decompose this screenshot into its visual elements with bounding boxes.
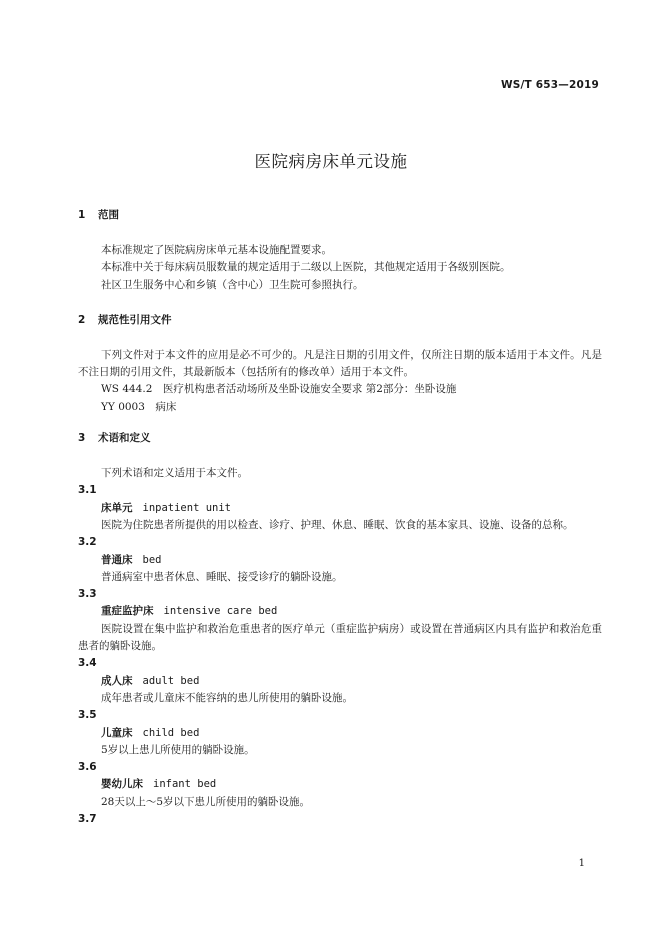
term-number: 3.6 [78,761,97,774]
reference-item: WS 444.2 医疗机构患者活动场所及坐卧设施安全要求 第2部分：坐卧设施 [101,383,457,396]
term-en: bed [142,553,162,566]
section-number: 3 [78,432,86,445]
document-title: 医院病房床单元设施 [254,152,408,171]
term-number: 3.3 [78,588,97,601]
term-zh: 床单元 [101,501,133,514]
section-title: 规范性引用文件 [98,313,172,326]
term-en: intensive care bed [163,605,278,618]
paragraph: 下列文件对于本文件的应用是必不可少的。凡是注日期的引用文件，仅所注日期的版本适用于本文件。凡是不注日期的引用文件，其最新版本（包括所有的修改单）适用于本文件。 [78,348,602,379]
section-1-heading [78,207,602,224]
paragraph: 本标准规定了医院病房床单元基本设施配置要求。 [101,244,332,256]
page-number: 1 [578,858,585,869]
term-en: child bed [142,726,200,739]
term-name [78,603,602,620]
term-zh: 儿童床 [101,726,133,739]
term-definition: 5岁以上患儿所使用的躺卧设施。 [101,743,255,756]
term-en: infant bed [153,778,217,791]
paragraph: 下列术语和定义适用于本文件。 [101,467,248,480]
term-zh: 重症监护床 [101,605,154,618]
paragraph: 本标准中关于每床病员服数量的规定适用于二级以上医院，其他规定适用于各级别医院。 [101,261,511,274]
term-number: 3.4 [78,657,97,670]
section-number: 2 [78,313,86,326]
section-3-heading [78,430,602,447]
term-number: 3.5 [78,709,97,722]
paragraph: 社区卫生服务中心和乡镇（含中心）卫生院可参照执行。 [101,278,364,291]
term-definition: 28天以上～5岁以下患儿所使用的躺卧设施。 [101,795,311,808]
term-zh: 婴幼儿床 [101,778,143,791]
standard-code: WS/T 653—2019 [500,79,599,91]
term-number: 3.7 [78,813,97,826]
section-number: 1 [78,209,86,221]
term-definition: 医院设置在集中监护和救治危重患者的医疗单元（重症监护病房）或设置在普通病区内具有监护和救治危重患者的躺卧设施。 [78,622,602,653]
term-name [78,776,602,793]
section-2-heading [78,312,602,329]
term-zh: 成人床 [101,674,133,687]
term-name [78,552,602,569]
term-en: inpatient unit [142,501,232,514]
term-number: 3.2 [78,536,97,549]
term-zh: 普通床 [101,553,133,566]
term-name [78,725,602,742]
term-name [78,500,602,517]
section-title: 术语和定义 [98,432,151,445]
section-title: 范围 [98,209,119,221]
term-en: adult bed [142,674,200,687]
term-definition: 普通病室中患者休息、睡眠、接受诊疗的躺卧设施。 [101,570,343,583]
term-name [78,673,602,690]
reference-item: YY 0003 病床 [101,400,177,413]
term-definition: 医院为住院患者所提供的用以检查、诊疗、护理、休息、睡眠、饮食的基本家具、设施、设备的总称。 [101,518,574,531]
term-number: 3.1 [78,484,97,497]
term-definition: 成年患者或儿童床不能容纳的患儿所使用的躺卧设施。 [101,691,353,704]
document-body [78,207,602,828]
